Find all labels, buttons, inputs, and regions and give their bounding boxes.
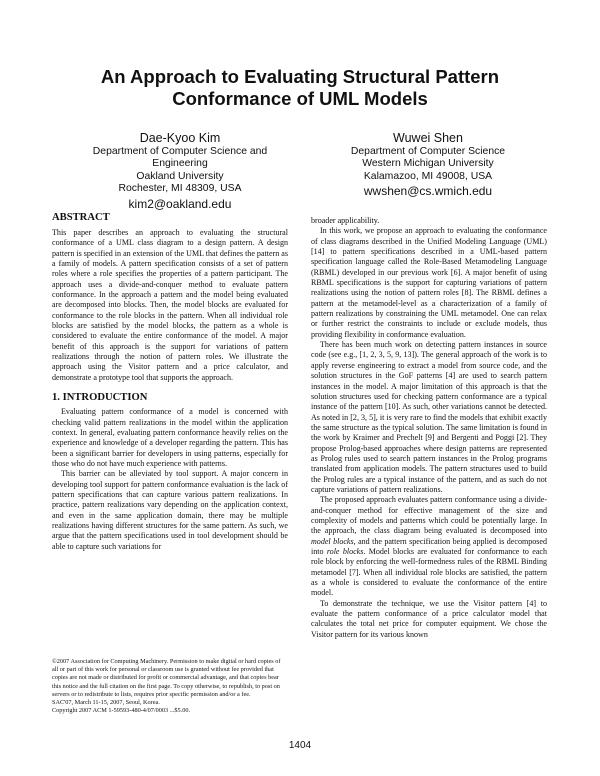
introduction-heading: 1. INTRODUCTION [52, 392, 148, 404]
author-affiliation-line: Rochester, MI 48309, USA [118, 183, 242, 195]
right-column [311, 216, 547, 640]
author-affiliation-line: Western Michigan University [362, 158, 494, 170]
p5-text-c: . Model blocks are evaluated for conformance to each role block by enforcing the well-formedness rules of the RBML Binding metamodel [7]. When all individual role blocks are satisfied, the pattern as a whole is considered to evaluate the conformance of the entire model. [311, 547, 548, 598]
conference-line: SAC'07, March 11-15, 2007, Seoul, Korea. [52, 699, 160, 707]
intro-paragraph-5 [311, 495, 547, 598]
p5-text-b: , and the pattern specification being applied is decomposed into [311, 536, 547, 556]
page-number: 1404 [288, 740, 312, 751]
copyright-footnote [52, 658, 288, 715]
left-column [52, 212, 288, 552]
role-blocks-term: role blocks [326, 547, 364, 556]
title-line-1: An Approach to Evaluating Structural Pattern [100, 66, 500, 87]
intro-paragraph-3: In this work, we propose an approach to evaluating the conformance of class diagrams described in the Unified Modeling Language (UML) [14] to pattern specifications described in a UML-based pattern specification language called the Role-Based Metamodeling Language (RBML) developed in our previous work [6]. A major benefit of using RBML specifications is the support for capturing variations of pattern realizations using the notion of pattern roles [8]. The RBML defines a pattern at the metamodel-level as a characterization of a family of pattern realizations by constraining the UML metamodel. One can relax or further restrict the constraints to include or exclude models, thus providing flexibility in conformance evaluation. [311, 226, 547, 339]
author-email: kim2@oakland.edu [128, 196, 232, 211]
author-email: wwshen@cs.wmich.edu [363, 184, 493, 199]
intro-continuation: broader applicability. [311, 216, 380, 225]
author-affiliation-line: Engineering [152, 158, 208, 170]
author-affiliation-line: Department of Computer Science and [92, 146, 268, 157]
abstract-text: This paper describes an approach to evaluating the structural conformance of a UML class diagram to a design pattern. A design pattern is specified in an extension of the UML that defines the pattern as a family of models. A pattern specification consists of a set of pattern roles where a role specifies the properties of a pattern participant. The approach uses a divide-and-conquer method to evaluate pattern conformance. In the approach a pattern and the model being evaluated are decomposed into blocks. Then, the model blocks are evaluated for conformance to the role blocks in the pattern. When all individual role blocks are satisfied by the model blocks, the pattern as a whole is considered to evaluate the entire conformance of the model. A major benefit of this approach is the support for variations of pattern realizations through the notion of pattern roles. We illustrate the approach using the Visitor pattern and a price calculator, and demonstrate a prototype tool that supports the approach. [52, 228, 288, 382]
copyright-notice: ©2007 Association for Computing Machinery. Permission to make digital or hard copies of all or part of this work for personal or classroom use is granted without fee provided that copies are not made or distributed for profit or commercial advantage, and that copies bear this notice and the full citation on the first page. To copy otherwise, to republish, to post on servers or to redistribute to lists, requires prior specific permission and/or a fee. [52, 658, 281, 698]
model-blocks-term: model blocks [311, 536, 354, 546]
abstract-heading: ABSTRACT [52, 212, 110, 223]
author-affiliation-line: Kalamazoo, MI 49008, USA [363, 170, 493, 182]
author-affiliation-line: Oakland University [136, 170, 224, 182]
paper-title [60, 66, 540, 110]
author-name: Wuwei Shen [393, 131, 463, 145]
intro-paragraph-2: This barrier can be alleviated by tool support. A major concern in developing tool support for pattern conformance evaluation is the lack of pattern specifications that can capture various pattern realizations. In practice, pattern realizations vary depending on the application context, and even in the same application domain, there may be multiple realizations having different structures for the same pattern. As such, we argue that the pattern specifications used in tool development should be able to capture such variations for [52, 469, 288, 551]
author-name: Dae-Kyoo Kim [139, 131, 221, 145]
intro-paragraph-1: Evaluating pattern conformance of a model is concerned with checking valid pattern realizations in the model within the application context. In general, evaluating pattern conformance heavily relies on the experience and knowledge of a developer regarding the pattern. This has been a significant barrier for developers in using patterns, especially for those who do not have much experience with patterns. [52, 407, 288, 468]
author-block-1 [70, 131, 290, 212]
p5-text-a: The proposed approach evaluates pattern conformance using a divide-and-conquer method for effective management of the size and complexity of models and patterns which could be potentially large. In the approach, the class diagram being evaluated is decomposed into [311, 495, 547, 536]
intro-paragraph-6: To demonstrate the technique, we use the Visitor pattern [4] to evaluate the pattern conformance of a price calculator model that calculates the total net price for computer equipment. We chose the Visitor pattern for its various known [311, 598, 547, 639]
title-line-2: Conformance of UML Models [172, 88, 428, 109]
intro-paragraph-4: There has been much work on detecting pattern instances in source code (see e.g., [1, 2, 3, 5, 9, 13]). The general approach of the work is to apply reverse engineering to extract a model from source code, and the solution structures in the GoF patterns [4] are used to search pattern instances in the model. A major limitation of this approach is that the solution structures used for checking pattern conformance are a typical instance of the pattern [10]. As such, other variations cannot be detected. As noted in [2, 3, 5], it is very rare to find the models that exhibit exactly the same structure as the typical solution. The same limitation is found in the work by Kraimer and Prechelt [9] and Bergenti and Poggi [2]. They propose Prolog-based approaches where design patterns are represented as Prolog rules used to search pattern instances in the Prolog programs translated from application models. The pattern structures used to build the Prolog rules are a typical instance of the pattern, and as such do not capture variations of pattern realizations. [311, 340, 547, 494]
author-affiliation-line: Department of Computer Science [350, 146, 506, 157]
copyright-line: Copyright 2007 ACM 1-59593-480-4/07/0003 ...$5.00. [52, 707, 191, 715]
author-block-2 [318, 131, 538, 199]
